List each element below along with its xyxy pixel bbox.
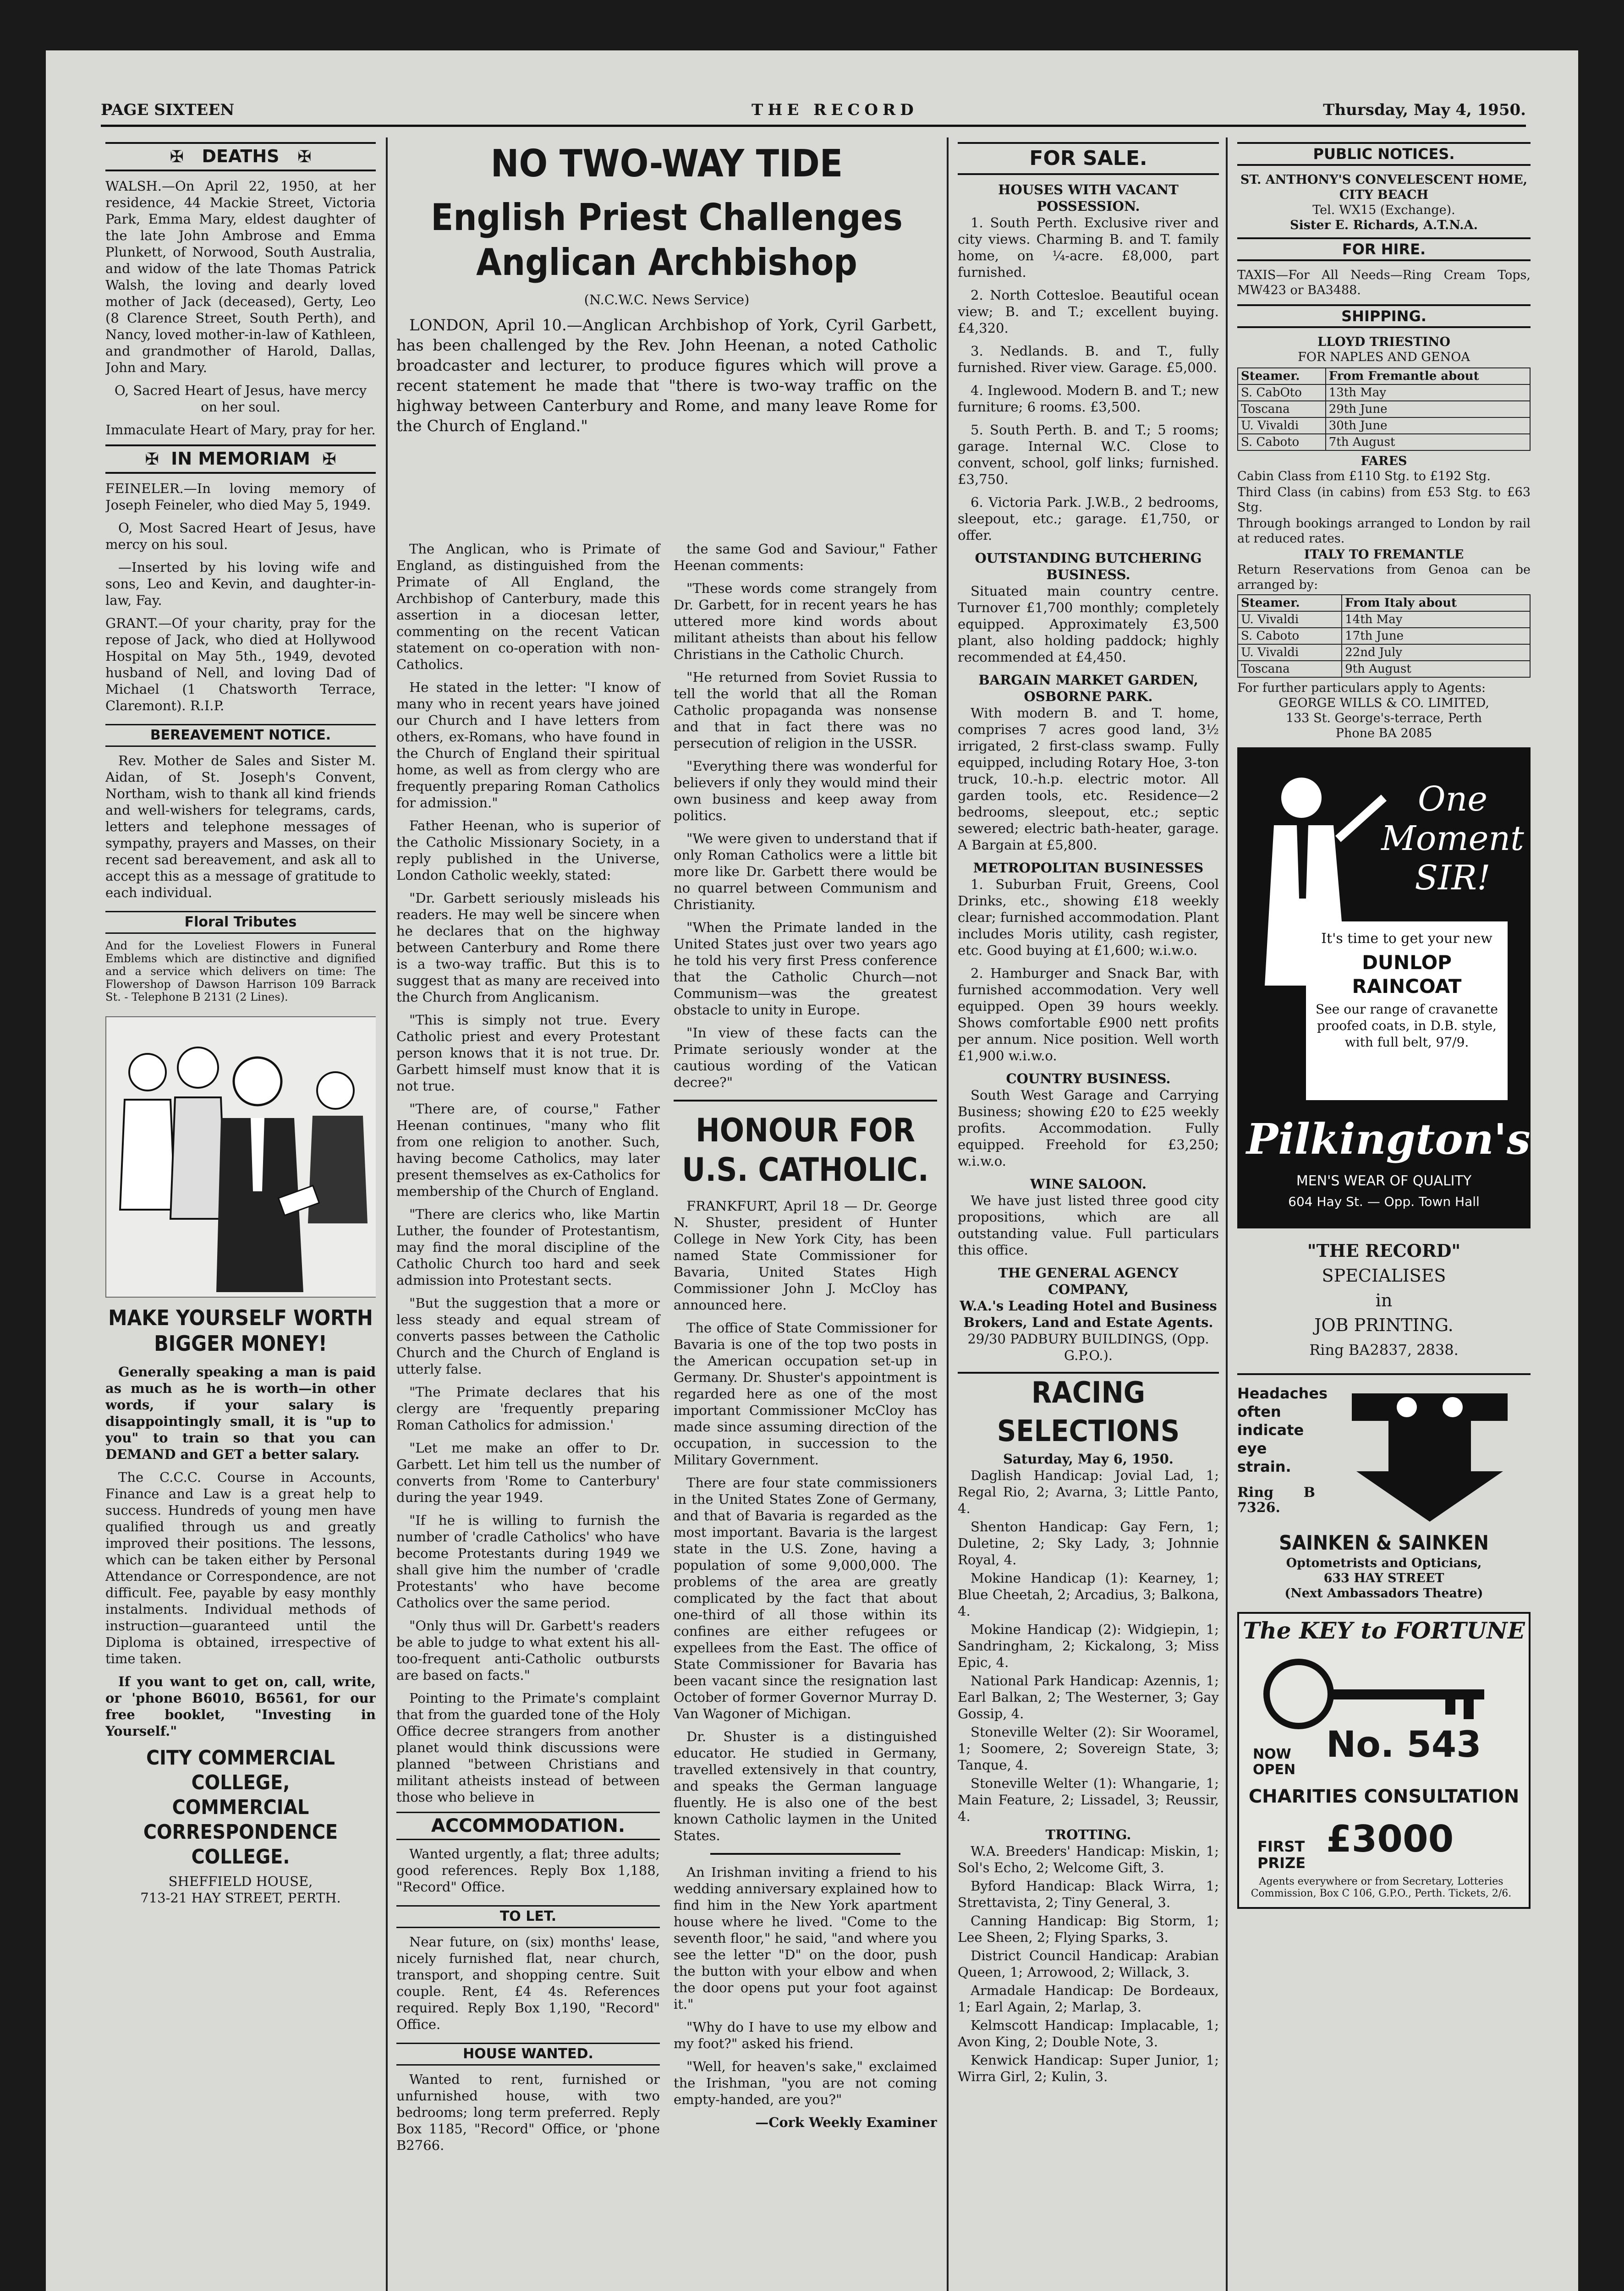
- paragraph: The office of State Commissioner for Bavaria is one of the top two posts in the American occupation set-up in Germany. Dr. Shuster's appointment is regarded here as one of the most important Commissioner McCloy has made since assuming direction of the occupation, in succession to the Military Government.: [674, 1320, 937, 1468]
- paragraph: "There are, of course," Father Heenan continues, "many who flit from one religion to another. Such, having become Catholics, may later present themselves as ex-Catholics for membership of the Church of England.: [396, 1101, 660, 1199]
- paragraph: There are four state commissioners in the United States Zone of Germany, and that of Bavaria is regarded as the most important. Bavaria is the largest state in the U.S. Zone, having a population of some 9,000,000. The problems of the area are greatly complicated by the fact that about one-third of all those within its confines are either refugees or expellees from the East. The office of State Commissioner for Bavaria has been vacant since the resignation last October of former Governor Murray D. Van Wagoner of Michigan.: [674, 1475, 937, 1721]
- paragraph: Shenton Handicap: Gay Fern, 1; Duletine, 2; Sky Lady, 3; Johnnie Royal, 4.: [958, 1519, 1219, 1568]
- joke-source: —Cork Weekly Examiner: [755, 2115, 937, 2130]
- butchering-ad: Situated main country centre. Turnover £1,700 monthly; completely equipped. Approximately £3,500 plant, also holding paddock; highly recommended at £4,450.: [958, 583, 1219, 665]
- butchering-heading: OUTSTANDING BUTCHERING BUSINESS.: [975, 550, 1202, 582]
- table-cell: S. Caboto: [1238, 434, 1326, 450]
- paragraph: "We were given to understand that if only Roman Catholics were a little bit more like Dr. Garbett there would be no quarrel between Communism and Christianity.: [674, 831, 937, 912]
- table-cell: 7th August: [1326, 434, 1530, 450]
- left-paragraphs: [396, 541, 660, 1805]
- optometrist-text: Headaches often indicate eye strain.: [1237, 1385, 1328, 1475]
- paragraph: 3. Nedlands. B. and T., fully furnished. River view. Garage. £5,000.: [958, 343, 1219, 375]
- agent-address: 133 St. George's-terrace, Perth: [1285, 711, 1482, 725]
- paragraph: 1. South Perth. Exclusive river and city views. Charming B. and T. family home, on ¼-acre. £8,000, part furnished.: [958, 215, 1219, 280]
- death-notice: WALSH.—On April 22, 1950, at her residence, 44 Mackie Street, Victoria Park, Emma Mary, eldest daughter of the late John Ambrose and Emma Plunkett, of Norwood, South Australia, and widow of the late Thomas Patrick Walsh, the loving and dearly loved mother of Jack (deceased), Gerty, Leo (8 Clarence Street, South Perth), and Nancy, loved mother-in-law of Kathleen, and grandmother of Harold, Dallas, John and Mary.: [105, 178, 376, 375]
- paragraph: Stoneville Welter (2): Sir Wooramel, 1; Soomere, 2; Sovereign State, 3; Tanque, 4.: [958, 1724, 1219, 1773]
- paragraph: the same God and Saviour," Father Heenan comments:: [674, 541, 937, 573]
- divider: [674, 1100, 937, 1102]
- paragraph: FRANKFURT, April 18 — Dr. George N. Shuster, president of Hunter College in New York City, has been named State Commissioner for Bavaria, United States High Commissioner John J. McCloy has announced here.: [674, 1198, 937, 1313]
- agents-line: For further particulars apply to Agents:: [1237, 681, 1486, 695]
- record-line: SPECIALISES: [1322, 1266, 1446, 1286]
- paragraph: Father Heenan, who is superior of the Catholic Missionary Society, in a reply published in the Universe, London Catholic weekly, stated:: [396, 818, 660, 883]
- column-rule: [1226, 137, 1228, 2291]
- paper-title: THE RECORD: [752, 101, 918, 119]
- trotting-heading: TROTTING.: [1045, 1827, 1131, 1842]
- for-hire-ad: TAXIS—For All Needs—Ring Cream Tops, MW423 or BA3488.: [1237, 268, 1531, 297]
- divider: [710, 1853, 900, 1855]
- metro-ad: 2. Hamburger and Snack Bar, with furnished accommodation. Very well equipped. Open 39 hours weekly. Shows comfortable £900 nett profits per annum. Nice position. Well worth £1,900 w.i.w.o.: [958, 965, 1219, 1063]
- agent-phone: Phone BA 2085: [1335, 726, 1432, 740]
- businessmen-drawing: [106, 1017, 376, 1297]
- paragraph: Mokine Handicap (2): Widgiepin, 1; Sandringham, 2; Kickalong, 3; Miss Epic, 4.: [958, 1622, 1219, 1670]
- article-headline: English Priest Challenges Anglican Archbishop: [431, 196, 903, 284]
- paragraph: Kenwick Handicap: Super Junior, 1; Wirra Girl, 2; Kulin, 3.: [958, 2052, 1219, 2084]
- italy-text: Return Reservations from Genoa can be arranged by:: [1237, 563, 1531, 592]
- record-printing-ad: [1237, 1239, 1531, 1362]
- lottery-prize: £3000: [1326, 1818, 1454, 1860]
- death-prayer: Immaculate Heart of Mary, pray for her.: [105, 422, 376, 438]
- paragraph: 6. Victoria Park. J.W.B., 2 bedrooms, sleepout, etc.; garage. £1,750, or offer.: [958, 494, 1219, 543]
- cross-icon: ✠: [170, 148, 184, 166]
- table-row: [1238, 434, 1530, 450]
- shipping-table-outbound: [1237, 367, 1531, 451]
- table-row: [1238, 644, 1530, 661]
- right-paragraphs: [674, 541, 937, 1091]
- lottery-agents: Agents everywhere or from Secretary, Lotteries Commission, Box C 106, G.P.O., Perth. Tickets, 2/6.: [1251, 1876, 1512, 1899]
- fares-heading: FARES: [1361, 454, 1407, 468]
- paragraph: He stated in the letter: "I know of many who in recent years have joined our Church and I have letters from others, ex-Romans, who have found in the Church of England their spiritual home, as well as from clergy who are frequently preparing Roman Catholics for admission.": [396, 680, 660, 811]
- dunlop-product: DUNLOP RAINCOAT: [1352, 951, 1462, 998]
- dunlop-line: See our range of cravanette proofed coats, in D.B. style, with full belt, 97/9.: [1316, 1002, 1498, 1050]
- public-notices-heading: PUBLIC NOTICES.: [1237, 142, 1531, 166]
- businessmen-illustration: [105, 1016, 376, 1298]
- paragraph: "If he is willing to furnish the number of 'cradle Catholics' who have become Protestants during 1949 we shall give him the number of 'cradle Protestants' who have become Catholics over the same period.: [396, 1513, 660, 1611]
- table-cell: S. CabOto: [1238, 384, 1326, 401]
- accommodation-ad: Wanted urgently, a flat; three adults; good references. Reply Box 1,188, "Record" Office.: [396, 1846, 660, 1895]
- paragraph: "Let me make an offer to Dr. Garbett. Let him tell us the number of converts from 'Rome to Canterbury' during the year 1949.: [396, 1440, 660, 1505]
- table-row: [1238, 628, 1530, 644]
- table-row: [1238, 401, 1530, 417]
- agent-name: GEORGE WILLS & CO. LIMITED,: [1278, 696, 1489, 710]
- paragraph: "Dr. Garbett seriously misleads his readers. He may well be sincere when he declares that on the highway between Canterbury and Rome there is a two-way traffic. But this is to suggest that as many are received into the Church from Anglicanism.: [396, 890, 660, 1005]
- table-header: Steamer.: [1238, 368, 1326, 384]
- table-header: From Fremantle about: [1326, 368, 1530, 384]
- wine-ad: We have just listed three good city propositions, which are all outstanding value. Full particulars this office.: [958, 1193, 1219, 1258]
- deaths-heading: [105, 142, 376, 171]
- racing-list: [958, 1467, 1219, 1825]
- lottery-title: The KEY to FORTUNE: [1243, 1617, 1525, 1644]
- paragraph: Daglish Handicap: Jovial Lad, 1; Regal Rio, 2; Avarna, 3; Little Panto, 4.: [958, 1468, 1219, 1516]
- paragraph: "These words come strangely from Dr. Garbett, for in recent years he has uttered more kind words about militant atheists than about his fellow Christians in the Catholic Church.: [674, 581, 937, 662]
- ccc-name: CITY COMMERCIAL COLLEGE,: [146, 1746, 335, 1794]
- table-cell: 17th June: [1342, 628, 1530, 644]
- paragraph: Byford Handicap: Black Wirra, 1; Strettavista, 2; Tiny General, 3.: [958, 1878, 1219, 1910]
- paragraph: An Irishman inviting a friend to his wedding anniversary explained how to find him in the New York apartment house where he lived. "Come to the seventh floor," he said, "and where you see the letter "D" on the door, push the button with your elbow and when the door opens put your foot against it.": [674, 1864, 937, 2012]
- table-cell: Toscana: [1238, 401, 1326, 417]
- dunlop-box: [1306, 921, 1508, 1100]
- optometrist-sub: Optometrists and Opticians,: [1286, 1556, 1482, 1570]
- floral-notice: And for the Loveliest Flowers in Funeral Emblems which are distinctive and dignified and a service which delivers on time: The Flowershop of Dawson Harrison 109 Barrack St. - Telephone B 2131 (2 Lines).: [105, 939, 376, 1003]
- article-right-column: [674, 541, 937, 2131]
- column-classifieds: [958, 137, 1219, 2291]
- masthead: [101, 101, 1526, 127]
- optometrist-address: (Next Ambassadors Theatre): [1284, 1586, 1483, 1600]
- public-notice-line: Tel. WX15 (Exchange).: [1312, 203, 1455, 217]
- racing-date: Saturday, May 6, 1950.: [1003, 1451, 1174, 1467]
- ccc-paragraph: Generally speaking a man is paid as much as he is worth—in other words, if your salary is disappointingly small, it is "up to you" to train so that you can DEMAND and GET a better salary.: [105, 1364, 376, 1462]
- tolet-ad: Near future, on (six) months' lease, nicely furnished flat, near church, transport, and shopping centre. Suit couple. Rent, £4 4s. References required. Reply Box 1,190, "Record" Office.: [396, 1934, 660, 2032]
- italy-heading: ITALY TO FREMANTLE: [1304, 548, 1464, 562]
- lottery-first-prize-label: FIRST PRIZE: [1257, 1838, 1306, 1872]
- agency-desc: W.A.'s Leading Hotel and Business Brokers, Land and Estate Agents.: [960, 1298, 1217, 1330]
- paragraph: "When the Primate landed in the United States just over two years ago he told his very first Press conference that the Catholic Church—not Communism—was the greatest obstacle to unity in Europe.: [674, 920, 937, 1018]
- ccc-paragraph: The C.C.C. Course in Accounts, Finance and Law is a great help to success. Hundreds of young men have qualified through us and greatly improved their positions. The lessons, which can be taken either by Personal Attendance or Correspondence, are not difficult. Fee, payable by easy monthly instalments. Individual methods of instruction—guaranteed until the Diploma is obtained, irrespective of time taken.: [105, 1469, 376, 1666]
- lottery-open: NOW OPEN: [1253, 1746, 1296, 1778]
- paragraph: 4. Inglewood. Modern B. and T.; new furniture; 6 rooms. £3,500.: [958, 383, 1219, 415]
- paragraph: Stoneville Welter (1): Whangarie, 1; Main Feature, 2; Lissadel, 3; Reussir, 4.: [958, 1776, 1219, 1824]
- table-cell: U. Vivaldi: [1238, 644, 1342, 661]
- table-cell: 13th May: [1326, 384, 1530, 401]
- floral-heading: Floral Tributes: [105, 911, 376, 934]
- table-row: [1238, 661, 1530, 677]
- column-right-ads: [1237, 137, 1531, 2291]
- issue-date: Thursday, May 4, 1950.: [1323, 101, 1526, 119]
- country-heading: COUNTRY BUSINESS.: [1006, 1071, 1171, 1086]
- deaths-title: DEATHS: [202, 146, 280, 166]
- record-line: "THE RECORD": [1307, 1240, 1461, 1261]
- memoriam-heading: [105, 444, 376, 474]
- record-line: Ring BA2837, 2838.: [1309, 1341, 1459, 1359]
- fares-line: Cabin Class from £110 Stg. to £192 Stg.: [1237, 469, 1491, 483]
- trotting-list: [958, 1843, 1219, 2085]
- cross-icon: ✠: [297, 148, 312, 166]
- metro-ad: 1. Suburban Fruit, Greens, Cool Drinks, etc., showing £18 weekly clear; furnished accommodation. Plant includes Moris utility, cash register, etc. Good buying at £1,600; w.i.w.o.: [958, 877, 1219, 958]
- ccc-address: SHEFFIELD HOUSE,: [168, 1874, 313, 1889]
- memoriam-title: IN MEMORIAM: [171, 449, 310, 469]
- bereavement-notice: Rev. Mother de Sales and Sister M. Aidan, of St. Joseph's Convent, Northam, wish to thank all kind friends and well-wishers for telegrams, cards, letters and telephone messages of sympathy, prayers and Masses, on their recent sad bereavement, and ask all to accept this as a message of gratitude to each individual.: [105, 753, 376, 900]
- tolet-heading: TO LET.: [396, 1905, 660, 1928]
- lottery-number: No. 543: [1326, 1724, 1481, 1765]
- dunlop-script: One Moment SIR!: [1381, 779, 1524, 898]
- for-sale-heading: FOR SALE.: [958, 142, 1219, 175]
- house-wanted-ad: Wanted to rent, furnished or unfurnished house, with two bedrooms; long term preferred. Reply Box 1185, "Record" Office, or 'phone B2766.: [396, 2072, 660, 2153]
- house-wanted-heading: HOUSE WANTED.: [396, 2043, 660, 2066]
- paragraph: The Anglican, who is Primate of England, as distinguished from the Primate of All England, the Archbishop of Canterbury, made this assertion in a diocesan letter, commenting on the recent Vatican statement on co-operation with non-Catholics.: [396, 541, 660, 672]
- newspaper-page: [46, 50, 1578, 2291]
- public-notice-line: Sister E. Richards, A.T.N.A.: [1289, 218, 1478, 232]
- table-cell: Toscana: [1238, 661, 1342, 677]
- shipping-line: FOR NAPLES AND GENOA: [1298, 350, 1470, 364]
- racing-headline: RACING SELECTIONS: [997, 1376, 1180, 1448]
- kicker: NO TWO-WAY TIDE: [490, 142, 843, 186]
- market-garden-heading: BARGAIN MARKET GARDEN, OSBORNE PARK.: [978, 672, 1198, 704]
- paragraph: "He returned from Soviet Russia to tell the world that all the Roman Catholic propaganda was nonsense and that in fact there was no persecution of religion in the USSR.: [674, 669, 937, 751]
- optometrist-advert: [1237, 1373, 1531, 1531]
- honour-paragraphs: [674, 1198, 937, 1844]
- houses-heading: HOUSES WITH VACANT POSSESSION.: [998, 182, 1179, 214]
- paragraph: "Well, for heaven's sake," exclaimed the Irishman, "you are not coming empty-handed, are you?": [674, 2059, 937, 2107]
- paragraph: "There are clerics who, like Martin Luther, the founder of Protestantism, may find the moral discipline of the Catholic Church too hard and seek admission into Protestant sects.: [396, 1206, 660, 1288]
- key-icon: [1244, 1655, 1528, 1733]
- paragraph: "Everything there was wonderful for believers if only they would mind their own business and keep away from politics.: [674, 758, 937, 823]
- bereavement-heading: BEREAVEMENT NOTICE.: [105, 724, 376, 747]
- paragraph: District Council Handicap: Arabian Queen, 1; Arrowood, 2; Willack, 3.: [958, 1948, 1219, 1980]
- paragraph: 2. North Cottesloe. Beautiful ocean view; B. and T.; excellent buying. £4,320.: [958, 287, 1219, 336]
- paragraph: "The Primate declares that his clergy are 'frequently preparing Roman Catholics for admission.': [396, 1384, 660, 1433]
- column-rule: [386, 137, 388, 2291]
- table-cell: U. Vivaldi: [1238, 611, 1342, 628]
- column-rule: [947, 137, 949, 2291]
- dunlop-advert: [1237, 747, 1531, 1228]
- paragraph: W.A. Breeders' Handicap: Miskin, 1; Sol's Echo, 2; Welcome Gift, 3.: [958, 1843, 1219, 1875]
- table-cell: 9th August: [1342, 661, 1530, 677]
- table-cell: S. Caboto: [1238, 628, 1342, 644]
- for-hire-heading: FOR HIRE.: [1237, 237, 1531, 261]
- cross-icon: ✠: [145, 450, 159, 469]
- table-cell: 14th May: [1342, 611, 1530, 628]
- wine-heading: WINE SALOON.: [1030, 1176, 1147, 1192]
- pilkingtons-address: 604 Hay St. — Opp. Town Hall: [1288, 1194, 1480, 1209]
- table-header: From Italy about: [1342, 595, 1530, 611]
- optometrist-phone: Ring B 7326.: [1237, 1485, 1315, 1516]
- shipping-table-return: [1237, 594, 1531, 678]
- table-header: Steamer.: [1238, 595, 1342, 611]
- metro-heading: METROPOLITAN BUSINESSES: [973, 860, 1204, 876]
- article-left-column: [396, 541, 660, 2160]
- ccc-name: COMMERCIAL CORRESPONDENCE COLLEGE.: [143, 1796, 338, 1869]
- table-cell: U. Vivaldi: [1238, 417, 1326, 434]
- paragraph: Dr. Shuster is a distinguished educator. He studied in Germany, travelled extensively in that country, and speaks the German language fluently. He is also one of the best known Catholic laymen in the United States.: [674, 1729, 937, 1843]
- houses-list: [958, 214, 1219, 543]
- paragraph: 5. South Perth. B. and T.; 5 rooms; garage. Internal W.C. Close to convent, school, golf links; furnished. £3,750.: [958, 422, 1219, 487]
- memoriam-inserted-by: —Inserted by his loving wife and sons, Leo and Kevin, and daughter-in-law, Fay.: [105, 559, 376, 608]
- table-row: [1238, 611, 1530, 628]
- joke-paragraphs: [674, 1864, 937, 2108]
- death-prayer: O, Sacred Heart of Jesus, have mercy on her soul.: [114, 383, 367, 415]
- record-line: JOB PRINTING.: [1314, 1315, 1454, 1335]
- column-notices: [105, 137, 376, 2291]
- paragraph: "Why do I have to use my elbow and my foot?" asked his friend.: [674, 2019, 937, 2051]
- fares-line: Third Class (in cabins) from £53 Stg. to £63 Stg.: [1237, 485, 1531, 515]
- market-garden-ad: With modern B. and T. home, comprises 7 acres good land, 3½ irrigated, 2 first-class swamp. Fully equipped, including Rotary Hoe, 3-ton truck, 10.-h.p. electric motor. All garden tools, etc. Residence—2 bedrooms, sleepout, etc.; septic sewered; electric bath-heater, garage. A Bargain at £5,800.: [958, 705, 1219, 853]
- memoriam-notice: GRANT.—Of your charity, pray for the repose of Jack, who died at Hollywood Hospital on May 5th., 1949, devoted husband of Nell, and loving Dad of Michael (1 Chatsworth Terrace, Claremont). R.I.P.: [105, 615, 376, 713]
- fares-line: Through bookings arranged to London by rail at reduced rates.: [1237, 516, 1531, 546]
- optometrist-name: SAINKEN & SAINKEN: [1279, 1531, 1489, 1555]
- public-notice-line: ST. ANTHONY'S CONVELESCENT HOME, CITY BEACH: [1240, 173, 1528, 202]
- pilkingtons-logo: Pilkington's: [1246, 1114, 1531, 1164]
- news-service: (N.C.W.C. News Service): [584, 292, 750, 307]
- column-main-article: [396, 137, 937, 2291]
- page-number: PAGE SIXTEEN: [101, 101, 235, 119]
- table-row: [1238, 384, 1530, 401]
- ccc-address: 713-21 HAY STREET, PERTH.: [140, 1890, 341, 1906]
- paragraph: National Park Handicap: Azennis, 1; Earl Balkan, 2; The Westerner, 3; Gay Gossip, 4.: [958, 1673, 1219, 1721]
- record-line: in: [1375, 1290, 1393, 1310]
- paragraph: Pointing to the Primate's complaint that from the guarded tone of the Holy Office decree strangers from another planet would think discussions were planned "between Christians and militant atheists instead of between those who believe in: [396, 1690, 660, 1805]
- memoriam-notice: FEINELER.—In loving memory of Joseph Feineler, who died May 5, 1949.: [105, 481, 376, 513]
- cross-icon: ✠: [322, 450, 336, 469]
- ccc-headline: MAKE YOURSELF WORTH BIGGER MONEY!: [108, 1305, 373, 1356]
- country-ad: South West Garage and Carrying Business; showing £20 to £25 weekly profits. Accommodation. Fully equipped. Freehold for £3,250; w.i.w.o.: [958, 1087, 1219, 1169]
- table-cell: 30th June: [1326, 417, 1530, 434]
- shipping-line: LLOYD TRIESTINO: [1317, 335, 1450, 349]
- article-lead: LONDON, April 10.—Anglican Archbishop of York, Cyril Garbett, has been challenged by the Rev. John Heenan, a noted Catholic broadcaster and lecturer, to produce figures which will prove a recent statement he made that "there is two-way traffic on the highway between Canterbury and Rome, and many leave Rome for the Church of England.": [396, 316, 937, 435]
- lottery-charities: CHARITIES CONSULTATION: [1248, 1786, 1520, 1807]
- lottery-advert: [1237, 1612, 1531, 1909]
- honour-headline: HONOUR FOR U.S. CATHOLIC.: [682, 1112, 929, 1189]
- table-cell: 29th June: [1326, 401, 1530, 417]
- table-cell: 22nd July: [1342, 644, 1530, 661]
- paragraph: "Only thus will Dr. Garbett's readers be able to judge to what extent his all-too-frequent anti-Catholic outbursts are based on facts.": [396, 1618, 660, 1683]
- paragraph: Canning Handicap: Big Storm, 1; Lee Sheen, 2; Flying Sparks, 3.: [958, 1913, 1219, 1945]
- memoriam-prayer: O, Most Sacred Heart of Jesus, have mercy on his soul.: [105, 520, 376, 552]
- paragraph: Armadale Handicap: De Bordeaux, 1; Earl Again, 2; Marlap, 3.: [958, 1983, 1219, 2015]
- paragraph: Kelmscott Handicap: Implacable, 1; Avon King, 2; Double Note, 3.: [958, 2017, 1219, 2050]
- dunlop-line: It's time to get your new: [1321, 931, 1492, 947]
- ccc-paragraph: If you want to get on, call, write, or 'phone B6010, B6561, for our free booklet, "Investing in Yourself.": [105, 1674, 376, 1739]
- agency-name: THE GENERAL AGENCY COMPANY,: [998, 1265, 1179, 1297]
- paragraph: "In view of these facts can the Primate seriously wonder at the cautious wording of the Vatican decree?": [674, 1025, 937, 1090]
- agency-address: 29/30 PADBURY BUILDINGS, (Opp. G.P.O.).: [967, 1331, 1209, 1363]
- pilkingtons-tagline: MEN'S WEAR OF QUALITY: [1296, 1173, 1472, 1189]
- table-row: [1238, 417, 1530, 434]
- headache-arrow-icon: [1333, 1375, 1526, 1526]
- accommodation-heading: ACCOMMODATION.: [396, 1812, 660, 1840]
- paragraph: "This is simply not true. Every Catholic priest and every Protestant person knows that it is not true. Dr. Garbett himself must know that it is not true.: [396, 1012, 660, 1094]
- paragraph: Mokine Handicap (1): Kearney, 1; Blue Cheetah, 2; Arcadius, 3; Balkona, 4.: [958, 1570, 1219, 1619]
- optometrist-address: 633 HAY STREET: [1323, 1571, 1444, 1585]
- shipping-heading: SHIPPING.: [1237, 304, 1531, 328]
- paragraph: "But the suggestion that a more or less steady and equal stream of converts passes between the Catholic Church and the Church of England is utterly false.: [396, 1295, 660, 1377]
